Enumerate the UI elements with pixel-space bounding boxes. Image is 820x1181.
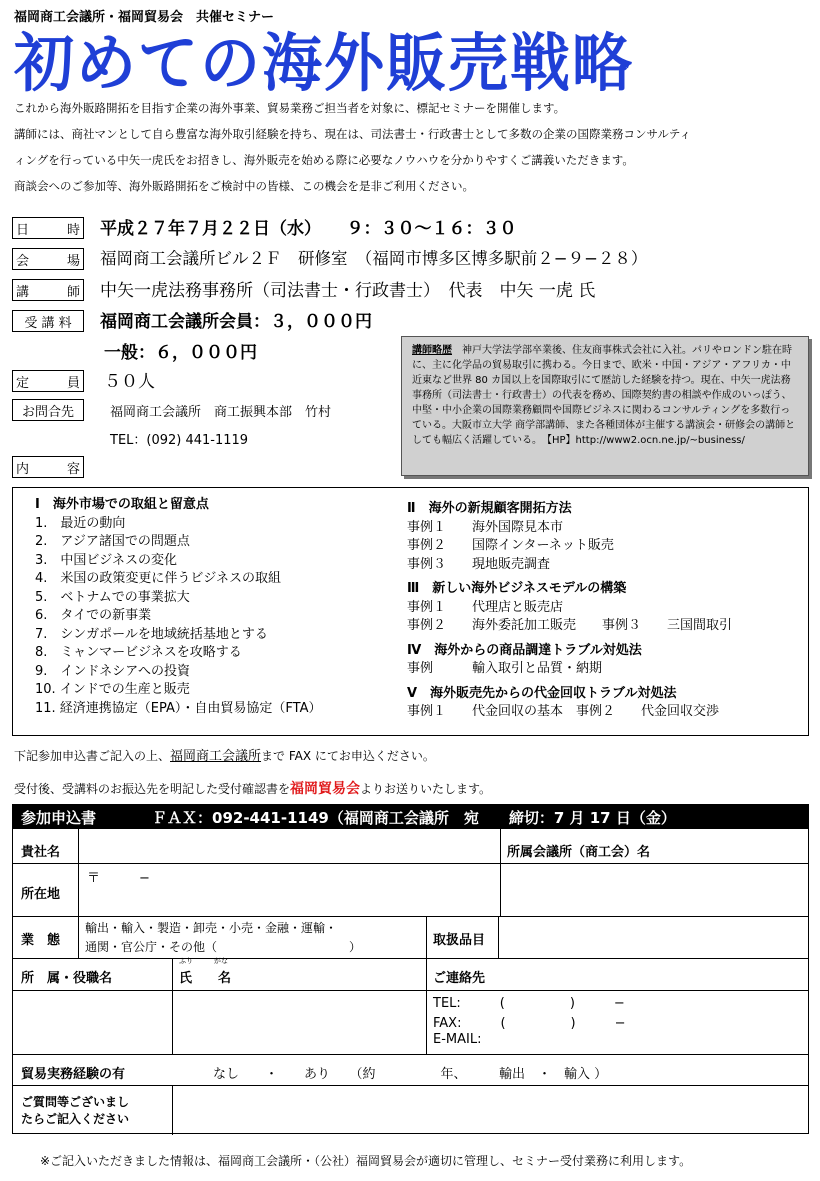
section-title: Ⅲ 新しい海外ビジネスモデルの構築: [407, 581, 627, 596]
form-header: [13, 805, 808, 829]
products-field[interactable]: [503, 919, 803, 955]
list-item: 事例１ 海外国際見本市: [407, 519, 564, 535]
privacy-notice: ※ご記入いただきました情報は、福岡商工会議所・（公社）福岡貿易会が適切に管理し、セミナー受付業務に利用します。: [40, 1154, 692, 1168]
list-item: 事例２ 国際インターネット販売: [407, 538, 614, 553]
notice-confirmation: 受付後、受講料のお振込先を明記した受付確認書を福岡貿易会よりお送りいたします。: [14, 781, 492, 797]
fax-field[interactable]: FAX: ( ) −: [433, 1016, 626, 1031]
intro-line: 講師には、商社マンとして自ら豊富な海外取引経験を持ち、現在は、司法書士・行政書士として多数の企業の国際業務コンサルティ: [14, 127, 691, 141]
section-title: Ⅰ 海外市場での取組と留意点: [35, 497, 209, 512]
name-field[interactable]: [177, 993, 423, 1051]
page-title: 初めての海外販売戦略: [14, 27, 634, 101]
list-item: 11. 経済連携協定（EPA）・自由貿易協定（FTA）: [35, 700, 322, 716]
list-item: 1. 最近の動向: [35, 515, 126, 531]
list-item: 事例３ 現地販売調査: [407, 556, 551, 572]
venue-label: 会 場: [12, 248, 84, 270]
organizer-line: 福岡商工会議所・福岡貿易会 共催セミナー: [14, 10, 275, 25]
form-fax: ＦＡＸ：092-441-1149（福岡商工会議所 宛 締切：7 月 17 日（金）: [152, 808, 676, 827]
contact-label: お問合先: [12, 399, 84, 421]
experience-options[interactable]: なし ・ あり （約 年、 輸出 ・ 輸入 ）: [213, 1067, 608, 1082]
lecturer-value: 中矢一虎法務事務所（司法書士・行政書士） 代表 中矢 一虎 氏: [100, 281, 596, 301]
name-label: 氏 名: [179, 971, 232, 986]
capacity-value: ５０人: [104, 372, 155, 392]
bio-hp: 【HP】http://www2.ocn.ne.jp/~business/: [547, 435, 745, 446]
address-label: 所在地: [21, 887, 61, 902]
dept-field[interactable]: [17, 993, 169, 1051]
list-item: 事例２ 海外委託加工販売 事例３ 三国間取引: [407, 618, 733, 633]
experience-label: 貿易実務経験の有: [21, 1067, 126, 1082]
list-item: 3. 中国ビジネスの変化: [35, 552, 178, 568]
business-options[interactable]: 通関・官公庁・その他（ ）: [85, 940, 362, 954]
company-field[interactable]: [83, 833, 497, 861]
application-form: [12, 804, 809, 1134]
bio-heading: 講師略歴: [412, 345, 452, 356]
topics-column-right: [407, 500, 732, 722]
contact-label: ご連絡先: [433, 971, 486, 986]
list-item: 10. インドでの生産と販売: [35, 682, 190, 697]
intro-line: 商談会へのご参加等、海外販路開拓をご検討中の皆様、この機会を是非ご利用ください。: [14, 179, 474, 193]
list-item: 事例１ 代理店と販売店: [407, 599, 564, 615]
intro-line: これから海外販路開拓を目指す企業の海外事業、貿易業務ご担当者を対象に、標記セミナーを開催します。: [14, 101, 566, 115]
list-item: 4. 米国の政策変更に伴うビジネスの取組: [35, 571, 282, 586]
date-label: 日 時: [12, 217, 84, 239]
date-value: 平成２７年７月２２日（水） ９：３０～１６：３０: [100, 219, 517, 239]
section-title: Ⅳ 海外からの商品調達トラブル対処法: [407, 642, 642, 658]
lecturer-label: 講 師: [12, 279, 84, 301]
business-options[interactable]: 輸出・輸入・製造・卸売・小売・金融・運輸・: [85, 921, 338, 935]
contact-value: 福岡商工会議所 商工振興本部 竹村: [110, 405, 332, 420]
notice-fax: 下記参加申込書ご記入の上、福岡商工会議所まで FAX にてお申込ください。: [14, 749, 435, 764]
company-label: 貴社名: [21, 845, 61, 860]
list-item: 9. インドネシアへの投資: [35, 663, 191, 679]
furigana-label: ふり がな: [179, 957, 228, 965]
intro-line: ィングを行っている中矢一虎氏をお招きし、海外販売を始める際に必要なノウハウを分かりやすくご講義いただきます。: [14, 153, 634, 167]
postal-code[interactable]: 〒 −: [87, 871, 150, 886]
questions-field[interactable]: [177, 1089, 805, 1131]
bio-text: 神戸大学法学部卒業後、住友商事株式会社に入社。パリやロンドン駐在時に、主に化学品の貿易取引に携わる。今日まで、欧米・中国・アジア・アフリカ・中近東など世界 80 カ国以上を国際取引にて歴訪した経験を持つ。現在、中矢一虎法務事務所（司法書士・行政書士）の代表を務め、国際契約書の相談や作成のいっぽう、中堅・中小企業の国際業務顧問や国際ビジネスに関わるコンサルティングを多数行っている。大阪市立大学 商学部講師、また各種団体が主催する講演会・研修会の講師としても幅広く活躍している。: [412, 345, 796, 446]
list-item: 5. ベトナムでの事業拡大: [35, 589, 190, 605]
products-label: 取扱品目: [433, 933, 486, 948]
fee-member: 福岡商工会議所会員：３，０００円: [100, 312, 372, 332]
contact-tel: TEL：(092) 441-1119: [110, 433, 249, 448]
fee-label: 受 講 料: [12, 310, 84, 332]
content-label: 内 容: [12, 456, 84, 478]
list-item: 6. タイでの新事業: [35, 608, 152, 623]
list-item: 事例１ 代金回収の基本 事例２ 代金回収交渉: [407, 704, 720, 719]
section-title: Ⅴ 海外販売先からの代金回収トラブル対処法: [407, 685, 677, 701]
email-field[interactable]: E-MAIL:: [433, 1032, 482, 1047]
fee-general: 一般：６，０００円: [104, 343, 257, 363]
lecturer-bio: [401, 336, 809, 476]
questions-label: たらご記入ください: [21, 1112, 130, 1126]
dept-label: 所 属・役職名: [21, 971, 113, 986]
form-title: 参加申込書: [21, 808, 97, 827]
topics-box: [12, 487, 809, 736]
list-item: 7. シンガポールを地域統括基地とする: [35, 626, 268, 642]
section-title: Ⅱ 海外の新規顧客開拓方法: [407, 501, 572, 516]
chamber-label: 所属会議所（商工会）名: [507, 845, 651, 860]
business-label: 業 態: [21, 933, 61, 948]
list-item: 事例 輸入取引と品質・納期: [407, 661, 603, 676]
list-item: 8. ミャンマービジネスを攻略する: [35, 645, 242, 660]
questions-label: ご質問等ございまし: [21, 1095, 130, 1109]
list-item: 2. アジア諸国での問題点: [35, 534, 190, 549]
tel-field[interactable]: TEL: ( ) −: [433, 996, 625, 1011]
capacity-label: 定 員: [12, 370, 84, 392]
chamber-field[interactable]: [503, 865, 803, 913]
venue-value: 福岡商工会議所ビル２Ｆ 研修室 （福岡市博多区博多駅前２−９−２８）: [100, 249, 648, 268]
topics-column-left: [35, 496, 322, 718]
